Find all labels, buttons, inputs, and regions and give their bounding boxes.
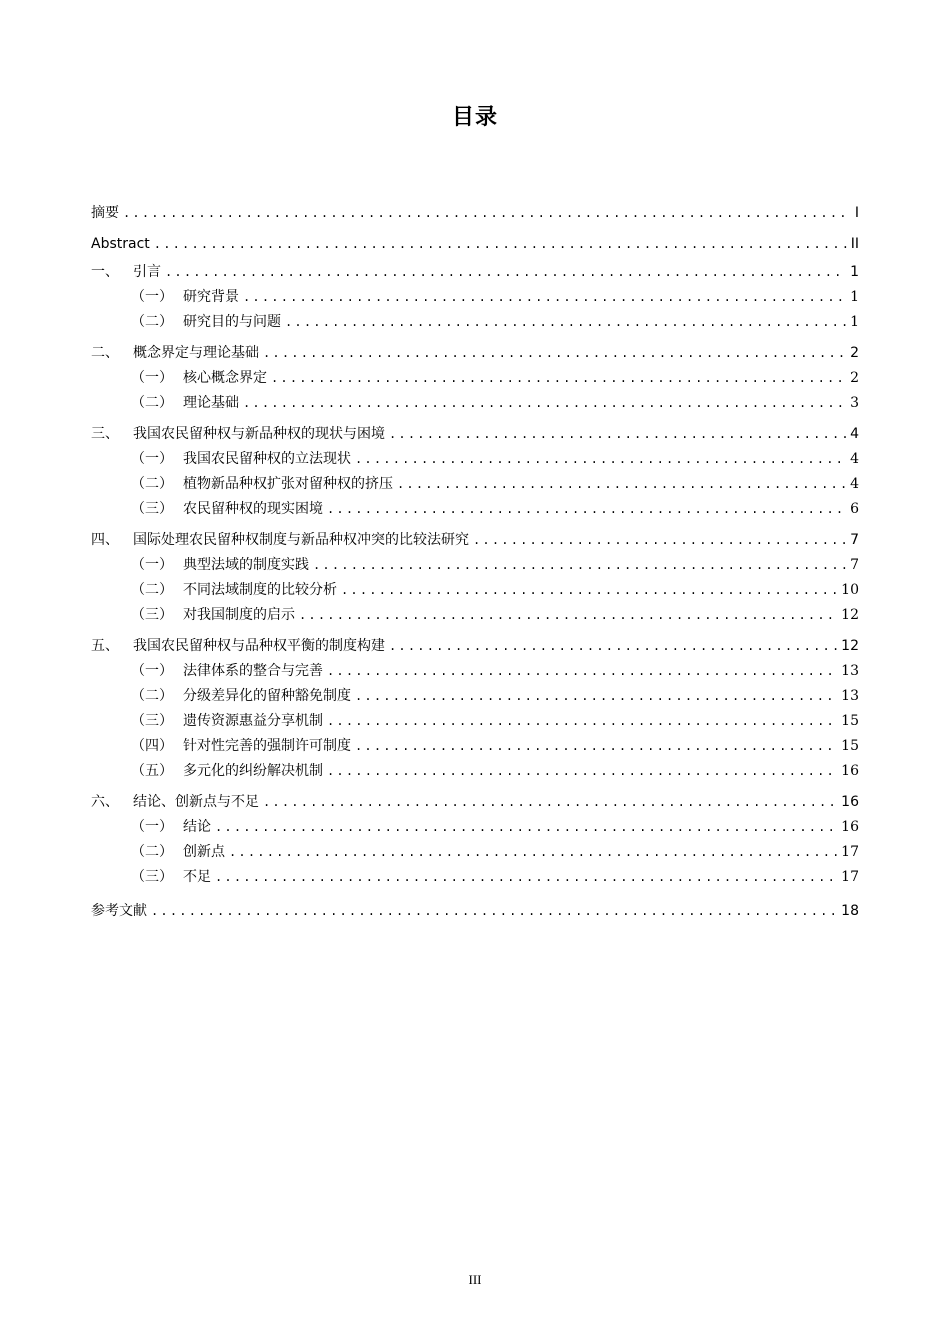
toc-section xyxy=(91,260,859,335)
toc-entry-number: （四） xyxy=(131,738,173,754)
toc-entry-text: 典型法域的制度实践 xyxy=(183,557,309,573)
toc-page-number: 2 xyxy=(850,345,859,361)
page-footer-number: III xyxy=(468,1272,482,1287)
toc-entry-text: 针对性完善的强制许可制度 xyxy=(183,738,351,754)
toc-entry-number: （一） xyxy=(131,663,173,679)
toc-page-number: 16 xyxy=(841,794,859,810)
toc-entry-number: （二） xyxy=(131,314,173,330)
dot-leader xyxy=(327,659,837,684)
toc-entry-text: 法律体系的整合与完善 xyxy=(183,663,323,679)
toc-entry-text: Abstract xyxy=(91,236,150,252)
toc-subsection-entry[interactable] xyxy=(91,603,859,628)
toc-page-number: 7 xyxy=(850,532,859,548)
toc-entry-number: （三） xyxy=(131,607,173,623)
toc-page-number: 12 xyxy=(841,607,859,623)
toc-page-number: 1 xyxy=(850,264,859,280)
dot-leader xyxy=(327,709,837,734)
toc-entry-text: 分级差异化的留种豁免制度 xyxy=(183,688,351,704)
toc-entry-number: （三） xyxy=(131,713,173,729)
toc-chapter-entry[interactable] xyxy=(91,422,859,447)
toc-page-number: 15 xyxy=(841,713,859,729)
toc-subsection-entry[interactable] xyxy=(91,815,859,840)
toc-section xyxy=(91,422,859,522)
toc-page-number: 13 xyxy=(841,663,859,679)
toc-entry-number: （一） xyxy=(131,819,173,835)
toc-chapter-entry[interactable] xyxy=(91,790,859,815)
toc-page-number: 6 xyxy=(850,501,859,517)
toc-page-number: 1 xyxy=(850,314,859,330)
toc-page-number: 13 xyxy=(841,688,859,704)
toc-subsection-entry[interactable] xyxy=(91,659,859,684)
toc-entry-references[interactable] xyxy=(91,896,859,927)
toc-entry-text: 国际处理农民留种权制度与新品种权冲突的比较法研究 xyxy=(133,532,469,548)
toc-entry-number: （二） xyxy=(131,395,173,411)
toc-entry-text: 我国农民留种权的立法现状 xyxy=(183,451,351,467)
dot-leader xyxy=(215,815,837,840)
dot-leader xyxy=(154,229,847,260)
toc-subsection-entry[interactable] xyxy=(91,285,859,310)
toc-page-number: 15 xyxy=(841,738,859,754)
toc-entry-number: （二） xyxy=(131,688,173,704)
toc-entry-text: 摘要 xyxy=(91,205,119,221)
dot-leader xyxy=(165,260,846,285)
toc-page-number: II xyxy=(850,236,859,252)
toc-subsection-entry[interactable] xyxy=(91,553,859,578)
toc-chapter-entry[interactable] xyxy=(91,634,859,659)
toc-page-number: 4 xyxy=(850,426,859,442)
toc-page-number: 4 xyxy=(850,476,859,492)
toc-entry-text: 引言 xyxy=(133,264,161,280)
toc-subsection-entry[interactable] xyxy=(91,366,859,391)
toc-entry-number: 四、 xyxy=(91,532,119,548)
toc-subsection-entry[interactable] xyxy=(91,497,859,522)
toc-page-number: 12 xyxy=(841,638,859,654)
toc-subsection-entry[interactable] xyxy=(91,472,859,497)
toc-entry-number: 三、 xyxy=(91,426,119,442)
toc-entry-number: 二、 xyxy=(91,345,119,361)
dot-leader xyxy=(327,759,837,784)
dot-leader xyxy=(355,447,846,472)
toc-subsection-entry[interactable] xyxy=(91,759,859,784)
toc-page-number: 17 xyxy=(841,869,859,885)
toc-page-number: 10 xyxy=(841,582,859,598)
dot-leader xyxy=(355,684,837,709)
toc-subsection-entry[interactable] xyxy=(91,391,859,416)
toc-entry-number: （一） xyxy=(131,557,173,573)
toc-entry-text: 参考文献 xyxy=(91,903,147,919)
dot-leader xyxy=(285,310,846,335)
toc-entry-number: （一） xyxy=(131,289,173,305)
toc-sections xyxy=(91,260,859,890)
toc-entry-abstract-cn[interactable] xyxy=(91,198,859,229)
toc-subsection-entry[interactable] xyxy=(91,709,859,734)
dot-leader xyxy=(271,366,846,391)
toc-page-number: 7 xyxy=(850,557,859,573)
toc-entry-text: 理论基础 xyxy=(183,395,239,411)
toc-page-number: I xyxy=(854,205,859,221)
toc-chapter-entry[interactable] xyxy=(91,260,859,285)
toc-entry-number: （三） xyxy=(131,501,173,517)
dot-leader xyxy=(313,553,846,578)
dot-leader xyxy=(327,497,846,522)
dot-leader xyxy=(389,634,837,659)
toc-subsection-entry[interactable] xyxy=(91,578,859,603)
dot-leader xyxy=(123,198,851,229)
toc-entry-text: 研究背景 xyxy=(183,289,239,305)
toc-subsection-entry[interactable] xyxy=(91,447,859,472)
toc-chapter-entry[interactable] xyxy=(91,528,859,553)
toc-entry-number: 一、 xyxy=(91,264,119,280)
toc-entry-text: 植物新品种权扩张对留种权的挤压 xyxy=(183,476,393,492)
toc-page-number: 3 xyxy=(850,395,859,411)
dot-leader xyxy=(397,472,846,497)
dot-leader xyxy=(263,341,846,366)
toc-section xyxy=(91,634,859,784)
table-of-contents xyxy=(91,198,859,927)
dot-leader xyxy=(355,734,837,759)
dot-leader xyxy=(389,422,846,447)
dot-leader xyxy=(299,603,837,628)
toc-entry-text: 遗传资源惠益分享机制 xyxy=(183,713,323,729)
toc-entry-number: （三） xyxy=(131,869,173,885)
toc-page-number: 16 xyxy=(841,763,859,779)
toc-entry-abstract-en[interactable] xyxy=(91,229,859,260)
toc-page-number: 17 xyxy=(841,844,859,860)
toc-section xyxy=(91,790,859,890)
toc-section xyxy=(91,528,859,628)
toc-entry-number: （二） xyxy=(131,476,173,492)
toc-entry-number: （五） xyxy=(131,763,173,779)
toc-entry-text: 不同法域制度的比较分析 xyxy=(183,582,337,598)
toc-entry-number: 六、 xyxy=(91,794,119,810)
toc-entry-number: （一） xyxy=(131,370,173,386)
toc-subsection-entry[interactable] xyxy=(91,734,859,759)
dot-leader xyxy=(229,840,837,865)
toc-subsection-entry[interactable] xyxy=(91,684,859,709)
toc-entry-text: 对我国制度的启示 xyxy=(183,607,295,623)
toc-page-number: 2 xyxy=(850,370,859,386)
toc-entry-text: 我国农民留种权与新品种权的现状与困境 xyxy=(133,426,385,442)
toc-entry-text: 结论、创新点与不足 xyxy=(133,794,259,810)
toc-entry-text: 我国农民留种权与品种权平衡的制度构建 xyxy=(133,638,385,654)
toc-entry-number: （二） xyxy=(131,844,173,860)
toc-subsection-entry[interactable] xyxy=(91,840,859,865)
toc-entry-text: 研究目的与问题 xyxy=(183,314,281,330)
dot-leader xyxy=(341,578,837,603)
dot-leader xyxy=(243,391,846,416)
toc-title: 目录 xyxy=(451,105,498,130)
toc-entry-text: 概念界定与理论基础 xyxy=(133,345,259,361)
toc-entry-number: 五、 xyxy=(91,638,119,654)
toc-section xyxy=(91,341,859,416)
toc-page-number: 16 xyxy=(841,819,859,835)
toc-entry-text: 创新点 xyxy=(183,844,225,860)
toc-subsection-entry[interactable] xyxy=(91,865,859,890)
toc-entry-number: （二） xyxy=(131,582,173,598)
toc-chapter-entry[interactable] xyxy=(91,341,859,366)
dot-leader xyxy=(263,790,837,815)
toc-subsection-entry[interactable] xyxy=(91,310,859,335)
dot-leader xyxy=(473,528,846,553)
toc-page-number: 18 xyxy=(841,903,859,919)
toc-entry-text: 核心概念界定 xyxy=(183,370,267,386)
toc-entry-number: （一） xyxy=(131,451,173,467)
dot-leader xyxy=(243,285,846,310)
toc-page-number: 1 xyxy=(850,289,859,305)
dot-leader xyxy=(151,896,837,927)
toc-page-number: 4 xyxy=(850,451,859,467)
toc-entry-text: 多元化的纠纷解决机制 xyxy=(183,763,323,779)
toc-entry-text: 结论 xyxy=(183,819,211,835)
toc-entry-text: 农民留种权的现实困境 xyxy=(183,501,323,517)
toc-entry-text: 不足 xyxy=(183,869,211,885)
dot-leader xyxy=(215,865,837,890)
